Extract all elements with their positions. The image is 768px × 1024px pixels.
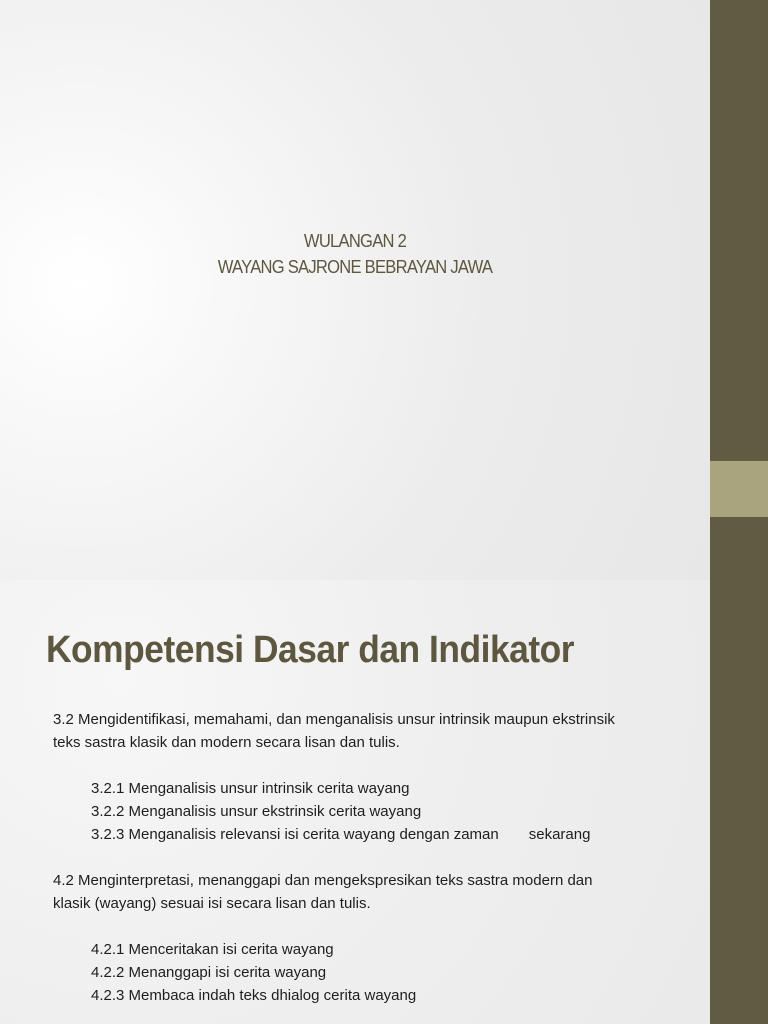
indicator-3-2-2: 3.2.2 Menganalisis unsur ekstrinsik cerita wayang xyxy=(91,803,422,820)
side-accent-block xyxy=(710,461,768,517)
slide-title xyxy=(28,228,681,280)
paragraph-gap xyxy=(53,754,713,777)
kd-3-2-line-2: teks sastra klasik dan modern secara lisan dan tulis. xyxy=(53,734,400,751)
side-color-band xyxy=(710,580,768,1024)
indicator-4-2-1: 4.2.1 Menceritakan isi cerita wayang xyxy=(91,941,334,958)
indicator-3-2-3-tail: sekarang xyxy=(528,826,591,843)
slide-body xyxy=(53,708,713,1007)
indicator-3-2-3 xyxy=(53,823,713,846)
paragraph-gap xyxy=(53,846,713,869)
indicator-4-2-2: 4.2.2 Menanggapi isi cerita wayang xyxy=(91,964,327,981)
title-line-1: WULANGAN 2 xyxy=(303,231,407,251)
slide-heading: Kompetensi Dasar dan Indikator xyxy=(46,629,575,671)
paragraph-gap xyxy=(53,915,713,938)
indicator-3-2-1: 3.2.1 Menganalisis unsur intrinsik cerita wayang xyxy=(91,780,410,797)
kd-4-2-line-1: 4.2 Menginterpretasi, menanggapi dan mengekspresikan teks sastra modern dan xyxy=(53,872,593,889)
title-line-2: WAYANG SAJRONE BEBRAYAN JAWA xyxy=(217,257,493,277)
indicator-3-2-3-text: 3.2.3 Menganalisis relevansi isi cerita wayang dengan zaman xyxy=(91,826,499,843)
kd-4-2-line-2: klasik (wayang) sesuai isi secara lisan dan tulis. xyxy=(53,895,371,912)
indicator-4-2-3: 4.2.3 Membaca indah teks dhialog cerita wayang xyxy=(91,987,417,1004)
kd-3-2-line-1: 3.2 Mengidentifikasi, memahami, dan menganalisis unsur intrinsik maupun ekstrinsik xyxy=(53,711,615,728)
content-slide xyxy=(0,580,768,1024)
